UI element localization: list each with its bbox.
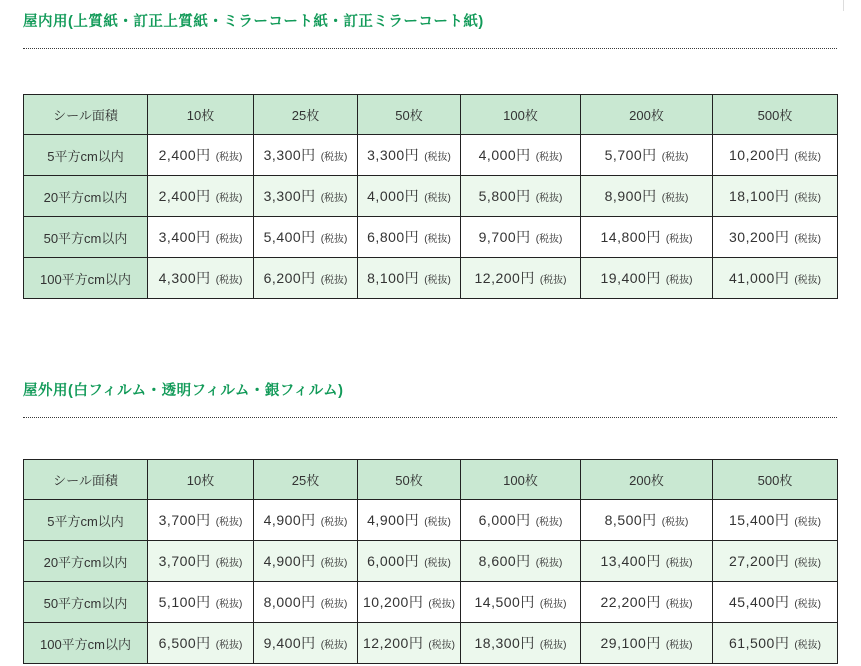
price-value: 12,200円 xyxy=(474,270,535,286)
price-cell xyxy=(461,258,581,299)
tax-note: (税抜) xyxy=(794,558,821,569)
price-cell xyxy=(254,623,358,664)
scrollbar-fragment xyxy=(843,0,844,11)
price-cell xyxy=(581,258,713,299)
tax-note: (税抜) xyxy=(665,599,693,610)
table-row xyxy=(24,500,838,541)
tax-note: (税抜) xyxy=(320,152,348,163)
price-value: 14,500円 xyxy=(474,594,535,610)
price-value: 22,200円 xyxy=(600,594,661,610)
tax-note: (税抜) xyxy=(320,517,348,528)
price-value: 5,400円 xyxy=(263,229,316,245)
column-header: 500枚 xyxy=(713,460,838,500)
table-row xyxy=(24,623,838,664)
price-cell xyxy=(358,500,461,541)
price-value: 8,000円 xyxy=(263,594,316,610)
dotted-divider xyxy=(23,417,837,418)
price-cell xyxy=(254,258,358,299)
row-label-cell: 100平方cm以内 xyxy=(24,623,148,664)
indoor-price-table xyxy=(23,94,838,299)
price-cell xyxy=(713,135,838,176)
tax-note: (税抜) xyxy=(794,152,821,163)
outdoor-price-table xyxy=(23,459,838,664)
price-cell xyxy=(581,623,713,664)
column-header: 100枚 xyxy=(461,460,581,500)
price-cell xyxy=(358,135,461,176)
column-header: 10枚 xyxy=(148,95,254,135)
column-header: 500枚 xyxy=(713,95,838,135)
tax-note: (税抜) xyxy=(794,275,821,286)
price-value: 8,500円 xyxy=(604,512,657,528)
column-header: 25枚 xyxy=(254,95,358,135)
tax-note: (税抜) xyxy=(215,599,243,610)
section-heading-indoor: 屋内用(上質紙・訂正上質紙・ミラーコート紙・訂正ミラーコート紙) xyxy=(23,14,484,30)
tax-note: (税抜) xyxy=(320,234,348,245)
header-row xyxy=(24,460,838,500)
tax-note: (税抜) xyxy=(794,517,821,528)
price-cell xyxy=(358,258,461,299)
price-cell xyxy=(254,500,358,541)
indoor-pricing-section xyxy=(23,0,837,299)
price-value: 2,400円 xyxy=(158,188,211,204)
tax-note: (税抜) xyxy=(539,599,567,610)
price-value: 5,700円 xyxy=(604,147,657,163)
price-cell xyxy=(254,135,358,176)
price-value: 12,200円 xyxy=(363,635,424,651)
price-value: 8,100円 xyxy=(367,270,420,286)
price-value: 18,100円 xyxy=(729,188,790,204)
price-value: 5,100円 xyxy=(158,594,211,610)
column-header: シール面積 xyxy=(24,95,148,135)
price-value: 29,100円 xyxy=(600,635,661,651)
price-value: 5,800円 xyxy=(478,188,531,204)
price-cell xyxy=(358,541,461,582)
tax-note: (税抜) xyxy=(320,275,348,286)
tax-note: (税抜) xyxy=(320,599,348,610)
tax-note: (税抜) xyxy=(215,193,243,204)
price-cell xyxy=(713,500,838,541)
price-value: 19,400円 xyxy=(600,270,661,286)
table-row xyxy=(24,541,838,582)
price-value: 27,200円 xyxy=(729,553,790,569)
tax-note: (税抜) xyxy=(215,558,243,569)
price-cell xyxy=(148,500,254,541)
price-value: 8,600円 xyxy=(478,553,531,569)
row-label-cell: 20平方cm以内 xyxy=(24,176,148,217)
price-value: 6,500円 xyxy=(158,635,211,651)
price-cell xyxy=(461,582,581,623)
section-heading-outdoor: 屋外用(白フィルム・透明フィルム・銀フィルム) xyxy=(23,383,344,399)
tax-note: (税抜) xyxy=(535,517,563,528)
price-value: 4,900円 xyxy=(263,553,316,569)
price-cell xyxy=(148,217,254,258)
price-cell xyxy=(461,623,581,664)
tax-note: (税抜) xyxy=(665,640,693,651)
price-cell xyxy=(581,500,713,541)
price-cell xyxy=(581,176,713,217)
tax-note: (税抜) xyxy=(661,517,689,528)
tax-note: (税抜) xyxy=(424,193,451,204)
tax-note: (税抜) xyxy=(535,558,563,569)
price-cell xyxy=(461,217,581,258)
price-cell xyxy=(254,541,358,582)
price-cell xyxy=(461,500,581,541)
tax-note: (税抜) xyxy=(424,152,451,163)
tax-note: (税抜) xyxy=(215,234,243,245)
table-row xyxy=(24,258,838,299)
table-row xyxy=(24,176,838,217)
column-header: 50枚 xyxy=(358,95,461,135)
price-value: 6,000円 xyxy=(478,512,531,528)
tax-note: (税抜) xyxy=(794,234,821,245)
tax-note: (税抜) xyxy=(539,275,567,286)
price-value: 3,300円 xyxy=(367,147,420,163)
price-value: 9,700円 xyxy=(478,229,531,245)
column-header: 200枚 xyxy=(581,460,713,500)
price-cell xyxy=(461,135,581,176)
tax-note: (税抜) xyxy=(539,640,567,651)
price-value: 18,300円 xyxy=(474,635,535,651)
column-header: 10枚 xyxy=(148,460,254,500)
price-cell xyxy=(581,582,713,623)
price-cell xyxy=(461,176,581,217)
price-value: 6,200円 xyxy=(263,270,316,286)
price-value: 4,900円 xyxy=(263,512,316,528)
row-label-cell: 5平方cm以内 xyxy=(24,500,148,541)
price-cell xyxy=(148,176,254,217)
table-row xyxy=(24,135,838,176)
price-cell xyxy=(254,582,358,623)
price-cell xyxy=(148,582,254,623)
dotted-divider xyxy=(23,48,837,49)
price-value: 4,300円 xyxy=(158,270,211,286)
price-value: 2,400円 xyxy=(158,147,211,163)
row-label-cell: 100平方cm以内 xyxy=(24,258,148,299)
tax-note: (税抜) xyxy=(794,640,821,651)
price-cell xyxy=(148,258,254,299)
column-header: 25枚 xyxy=(254,460,358,500)
price-cell xyxy=(358,623,461,664)
row-label-cell: 20平方cm以内 xyxy=(24,541,148,582)
tax-note: (税抜) xyxy=(215,275,243,286)
price-cell xyxy=(713,258,838,299)
price-value: 3,700円 xyxy=(158,553,211,569)
price-value: 14,800円 xyxy=(600,229,661,245)
price-value: 3,700円 xyxy=(158,512,211,528)
price-cell xyxy=(713,541,838,582)
tax-note: (税抜) xyxy=(424,275,451,286)
header-row xyxy=(24,95,838,135)
price-value: 6,000円 xyxy=(367,553,420,569)
price-value: 45,400円 xyxy=(729,594,790,610)
tax-note: (税抜) xyxy=(215,517,243,528)
price-value: 6,800円 xyxy=(367,229,420,245)
price-value: 8,900円 xyxy=(604,188,657,204)
price-value: 3,300円 xyxy=(263,188,316,204)
tax-note: (税抜) xyxy=(794,193,821,204)
tax-note: (税抜) xyxy=(535,193,563,204)
tax-note: (税抜) xyxy=(215,152,243,163)
tax-note: (税抜) xyxy=(424,517,451,528)
price-cell xyxy=(713,217,838,258)
row-label-cell: 50平方cm以内 xyxy=(24,217,148,258)
price-value: 61,500円 xyxy=(729,635,790,651)
row-label-cell: 50平方cm以内 xyxy=(24,582,148,623)
price-cell xyxy=(358,217,461,258)
price-cell xyxy=(148,135,254,176)
tax-note: (税抜) xyxy=(665,558,693,569)
tax-note: (税抜) xyxy=(535,152,563,163)
tax-note: (税抜) xyxy=(424,558,451,569)
tax-note: (税抜) xyxy=(215,640,243,651)
price-cell xyxy=(713,582,838,623)
price-value: 9,400円 xyxy=(263,635,316,651)
tax-note: (税抜) xyxy=(535,234,563,245)
price-cell xyxy=(581,135,713,176)
price-value: 4,000円 xyxy=(367,188,420,204)
price-value: 13,400円 xyxy=(600,553,661,569)
price-cell xyxy=(713,623,838,664)
column-header: 200枚 xyxy=(581,95,713,135)
price-value: 10,200円 xyxy=(729,147,790,163)
price-value: 15,400円 xyxy=(729,512,790,528)
price-value: 3,400円 xyxy=(158,229,211,245)
tax-note: (税抜) xyxy=(320,193,348,204)
price-value: 30,200円 xyxy=(729,229,790,245)
tax-note: (税抜) xyxy=(428,599,455,610)
price-value: 10,200円 xyxy=(363,594,424,610)
price-value: 3,300円 xyxy=(263,147,316,163)
tax-note: (税抜) xyxy=(428,640,455,651)
price-cell xyxy=(358,582,461,623)
price-cell xyxy=(148,623,254,664)
price-cell xyxy=(713,176,838,217)
price-cell xyxy=(148,541,254,582)
price-cell xyxy=(581,541,713,582)
outdoor-pricing-section xyxy=(23,379,837,664)
price-cell xyxy=(581,217,713,258)
price-value: 41,000円 xyxy=(729,270,790,286)
price-cell xyxy=(358,176,461,217)
column-header: 100枚 xyxy=(461,95,581,135)
column-header: 50枚 xyxy=(358,460,461,500)
table-row xyxy=(24,217,838,258)
table-row xyxy=(24,582,838,623)
tax-note: (税抜) xyxy=(661,193,689,204)
price-cell xyxy=(254,217,358,258)
tax-note: (税抜) xyxy=(320,640,348,651)
tax-note: (税抜) xyxy=(665,234,693,245)
row-label-cell: 5平方cm以内 xyxy=(24,135,148,176)
tax-note: (税抜) xyxy=(665,275,693,286)
tax-note: (税抜) xyxy=(320,558,348,569)
price-value: 4,900円 xyxy=(367,512,420,528)
price-cell xyxy=(254,176,358,217)
tax-note: (税抜) xyxy=(424,234,451,245)
tax-note: (税抜) xyxy=(794,599,821,610)
price-value: 4,000円 xyxy=(478,147,531,163)
tax-note: (税抜) xyxy=(661,152,689,163)
price-cell xyxy=(461,541,581,582)
column-header: シール面積 xyxy=(24,460,148,500)
